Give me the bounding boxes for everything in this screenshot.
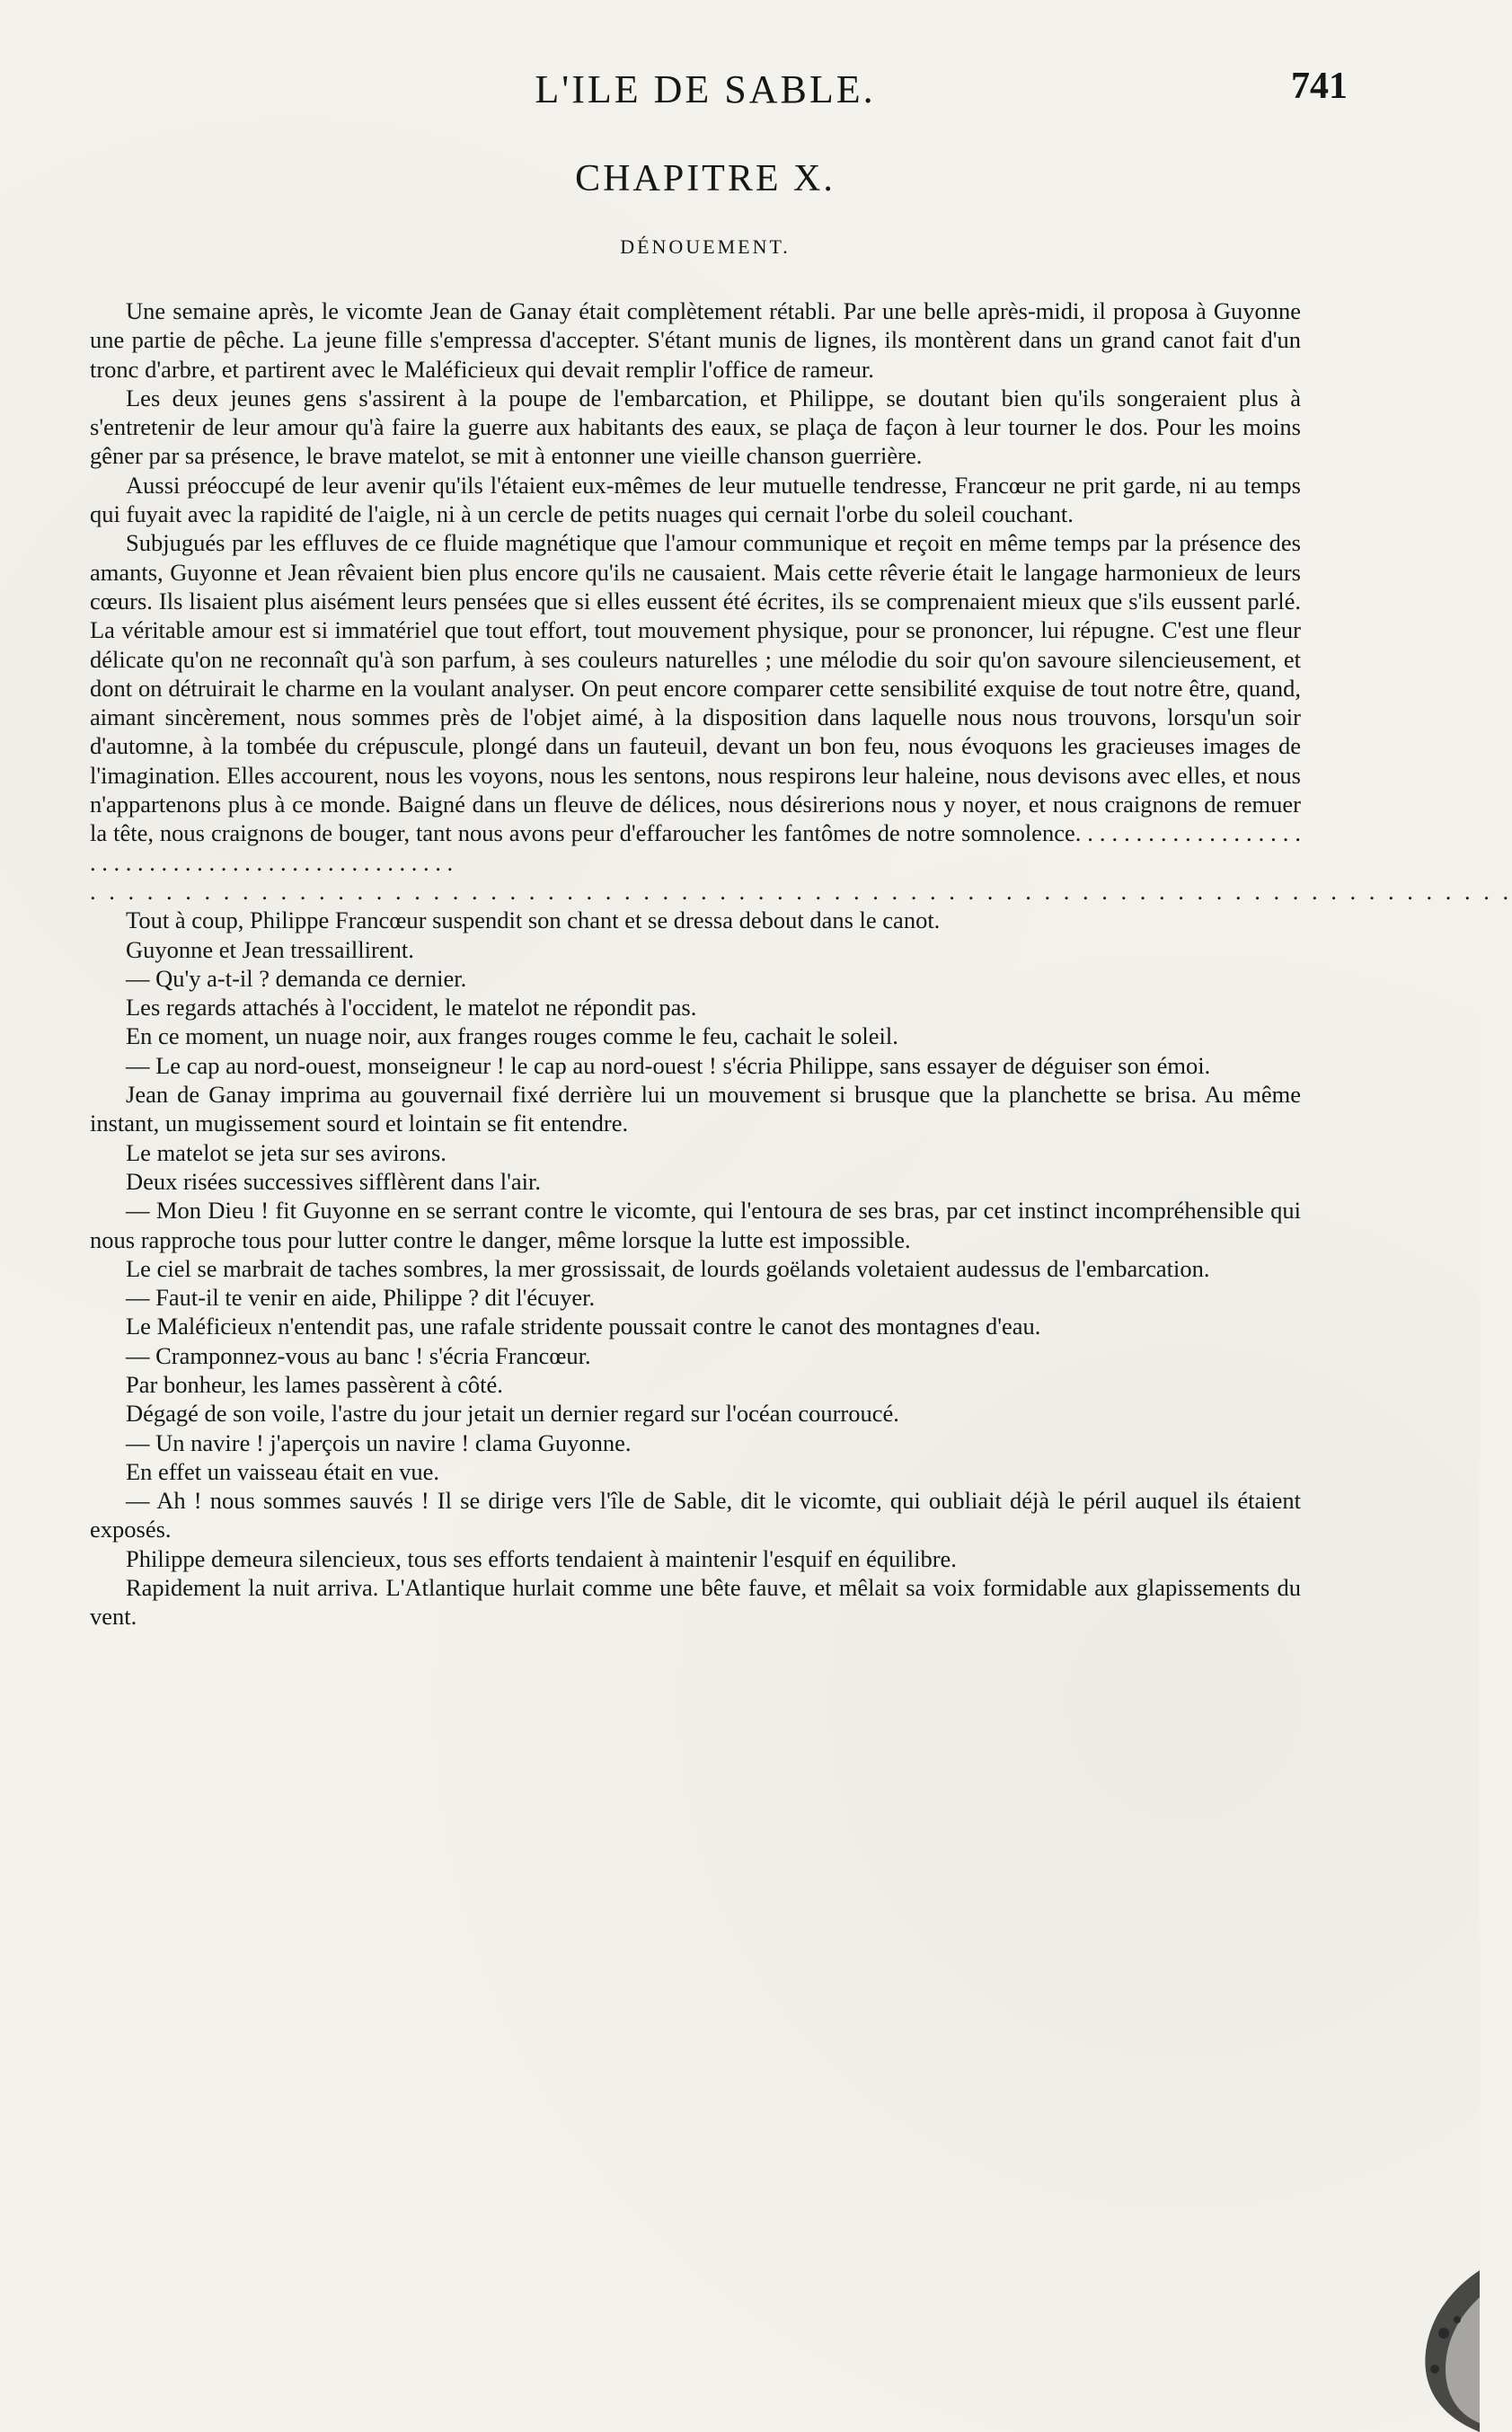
chapter-subtitle: DÉNOUEMENT.	[620, 235, 791, 258]
paragraph: — Ah ! nous sommes sauvés ! Il se dirige vers l'île de Sable, dit le vicomte, qui oubliait déjà le péril auquel ils étaient exposés.	[90, 1487, 1301, 1543]
plate-ornament	[1345, 2234, 1480, 2432]
paragraph: — Cramponnez-vous au banc ! s'écria Francœur.	[126, 1341, 591, 1369]
paragraph: Le ciel se marbrait de taches sombres, la mer grossissait, de lourds goëlands voletaient audessus de l'embarcation.	[126, 1254, 1210, 1282]
running-title: L'ILE DE SABLE.	[535, 67, 876, 111]
paragraph: Une semaine après, le vicomte Jean de Ganay était complètement rétabli. Par une belle après-midi, il proposa à Guyonne une partie de pêche. La jeune fille s'empressa d'accepter. S'étant munis de lignes, ils montèrent dans un grand canot fait d'un tronc d'arbre, et partirent avec le Maléficieux qui devait remplir l'office de rameur.	[90, 297, 1301, 383]
paragraph: Aussi préoccupé de leur avenir qu'ils l'étaient eux-mêmes de leur mutuelle tendresse, Francœur ne prit garde, ni au temps qui fuyait avec la rapidité de l'aigle, ni à un cercle de petits nuages qui cernait l'orbe du soleil couchant.	[90, 471, 1301, 528]
paragraph: Le Maléficieux n'entendit pas, une rafale stridente poussait contre le canot des montagnes d'eau.	[126, 1313, 1041, 1340]
running-header	[90, 61, 1348, 115]
paragraph: En ce moment, un nuage noir, aux franges rouges comme le feu, cachait le soleil.	[126, 1022, 898, 1050]
paragraph: — Qu'y a-t-il ? demanda ce dernier.	[126, 964, 467, 992]
paragraph: Rapidement la nuit arriva. L'Atlantique hurlait comme une bête fauve, et mêlait sa voix formidable aux glapissements du vent.	[90, 1574, 1301, 1631]
paragraph: — Faut-il te venir en aide, Philippe ? dit l'écuyer.	[126, 1284, 596, 1312]
paragraph: En effet un vaisseau était en vue.	[126, 1457, 440, 1485]
chapter-title: CHAPITRE X.	[575, 158, 836, 199]
paragraph: — Le cap au nord-ouest, monseigneur ! le cap au nord-ouest ! s'écria Philippe, sans essayer de déguiser son émoi.	[126, 1051, 1211, 1079]
paragraph: — Un navire ! j'aperçois un navire ! clama Guyonne.	[126, 1428, 632, 1456]
paragraph: Les regards attachés à l'occident, le matelot ne répondit pas.	[126, 994, 697, 1021]
paragraph: Dégagé de son voile, l'astre du jour jetait un dernier regard sur l'océan courroucé.	[126, 1400, 899, 1428]
ellipsis-line: . . . . . . . . . . . . . . . . . . . . . . . . . . . . . . . . . . . . . . . . . . . . . . . . . . . . . . . . . . . . . . . . . . . . . . . . . . .	[90, 877, 1512, 905]
paragraph: Le matelot se jeta sur ses avirons.	[126, 1138, 447, 1166]
paragraph: Les deux jeunes gens s'assirent à la poupe de l'embarcation, et Philippe, se doutant bien qu'ils songeraient plus à s'entretenir de leur amour qu'à faire la guerre aux habitants des eaux, se plaça de façon à leur tourner le dos. Pour les moins gêner par sa présence, le brave matelot, se mit à entonner une vieille chanson guerrière.	[90, 384, 1301, 470]
paragraph: Par bonheur, les lames passèrent à côté.	[126, 1370, 503, 1398]
paragraph: Subjugués par les effluves de ce fluide magnétique que l'amour communique et reçoit en même temps par la présence des amants, Guyonne et Jean rêvaient bien plus encore qu'ils ne causaient. Mais cette rêverie était le langage harmonieux de leurs cœurs. Ils lisaient plus aisément leurs pensées que si elles eussent été écrites, ils se comprenaient mieux que s'ils eussent parlé. La véritable amour est si immatériel que tout effort, tout mouvement physique, pour se prononcer, lui répugne. C'est une fleur délicate qu'on ne reconnaît qu'à son parfum, à ses couleurs naturelles ; une mélodie du soir qu'on savoure silencieusement, et dont on détruirait le charme en la voulant analyser. On peut encore comparer cette sensibilité exquise de tout notre être, quand, aimant sincèrement, nous sommes près de l'objet aimé, à la disposition dans laquelle nous nous trouvons, lorsqu'un soir d'automne, à la tombée du crépuscule, plongé dans un fauteuil, devant un bon feu, nous évoquons les gracieuses images de l'imagination. Elles accourent, nous les voyons, nous les sentons, nous respirons leur haleine, nous devisons avec elles, et nous n'appartenons plus à ce monde. Baigné dans un fleuve de délices, nous désirerions nous y noyer, et nous craignons de remuer la tête, nous craignons de bouger, tant nous avons peur d'effaroucher les fantômes de notre somnolence. . . . . . . . . . . . . . . . . . . . . . . . . . . . . . . . . . . . . . . . . . . . . . . . . .	[90, 529, 1301, 876]
paragraph: — Mon Dieu ! fit Guyonne en se serrant contre le vicomte, qui l'entoura de ses bras, par cet instinct incompréhensible qui nous rapproche tous pour lutter contre le danger, même lorsque la lutte est impossible.	[90, 1197, 1301, 1253]
paragraph: Deux risées successives sifflèrent dans l'air.	[126, 1167, 542, 1195]
body-text	[90, 296, 1512, 1632]
paragraph: Jean de Ganay imprima au gouvernail fixé derrière lui un mouvement si brusque que la planchette se brisa. Au même instant, un mugissement sourd et lointain se fit entendre.	[90, 1081, 1301, 1137]
paragraph: Guyonne et Jean tressaillirent.	[126, 935, 414, 963]
paragraph: Tout à coup, Philippe Francœur suspendit son chant et se dressa debout dans le canot.	[126, 906, 941, 934]
paragraph: Philippe demeura silencieux, tous ses efforts tendaient à maintenir l'esquif en équilibre.	[126, 1544, 957, 1572]
page-number: 741	[1291, 66, 1348, 107]
